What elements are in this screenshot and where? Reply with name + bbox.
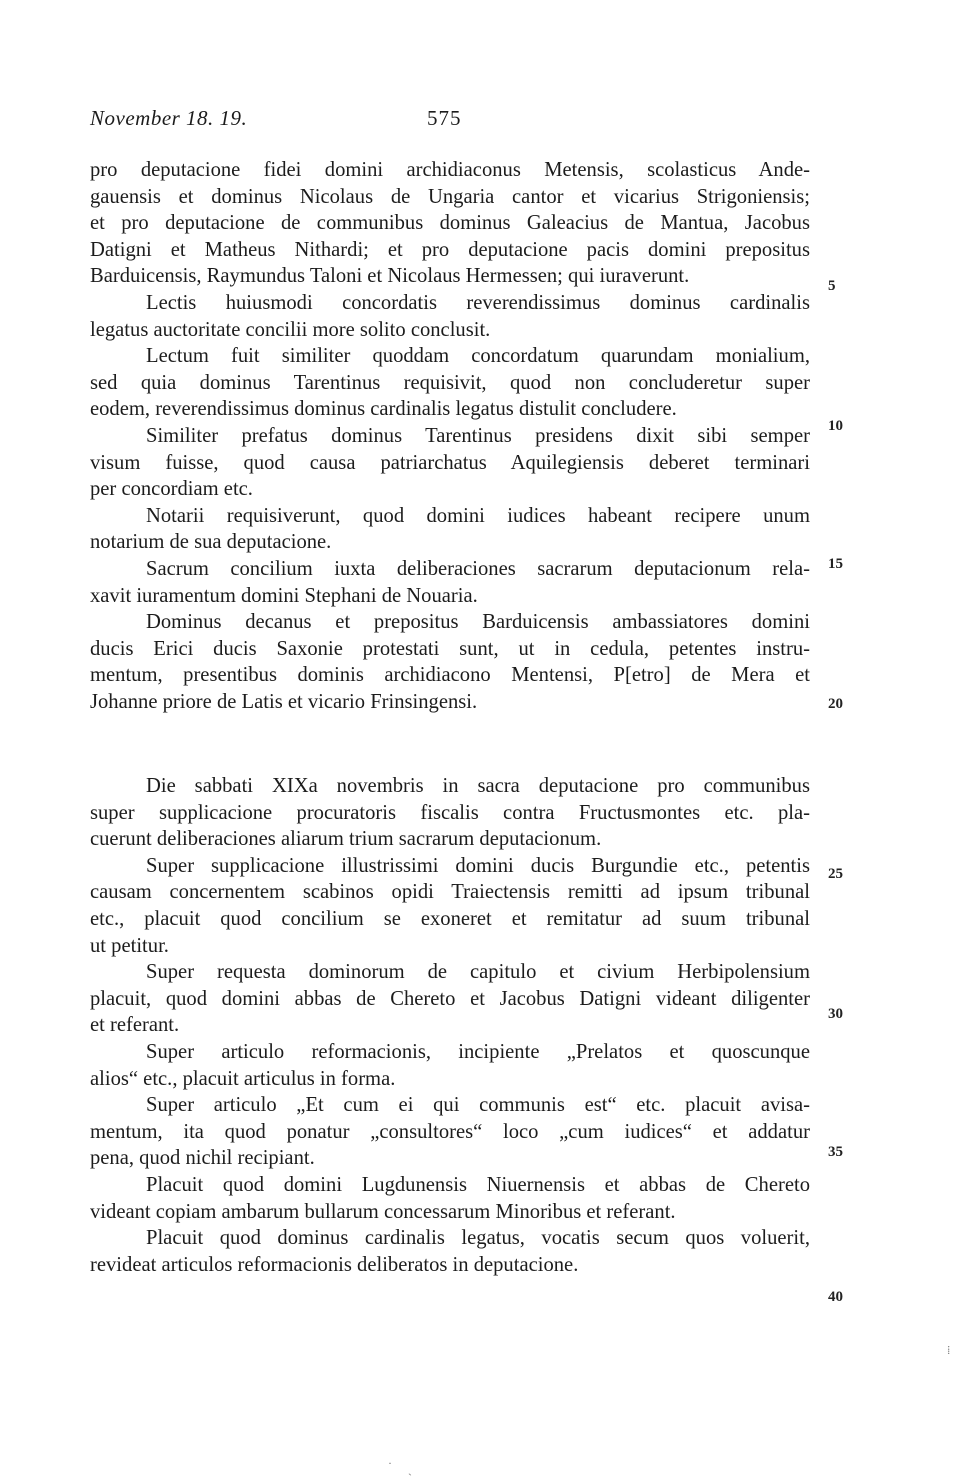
text-line: revideat articulos reformacionis deliberatos in deputacione.: [90, 1253, 579, 1276]
text-line: legatus auctoritate concilii more solito conclusit.: [90, 318, 491, 341]
text-line: xavit iuramentum domini Stephani de Nouaria.: [90, 584, 478, 607]
scan-mark: ·: [388, 1456, 392, 1470]
line-number: 5: [828, 278, 836, 294]
text-line: cuerunt deliberaciones aliarum trium sacrarum deputacionum.: [90, 828, 602, 851]
text-line: Super articulo reformacionis, incipiente „Prelatos et quoscunque: [146, 1040, 810, 1063]
page-header: [90, 106, 810, 136]
text-line: Super supplicacione illustrissimi domini ducis Burgundie etc., petentis: [146, 854, 810, 877]
text-line: Die sabbati XIXa novembris in sacra deputacione pro communibus: [146, 775, 810, 797]
line-number: 20: [828, 696, 843, 712]
line-number: 10: [828, 418, 843, 434]
text-line: Barduicensis, Raymundus Taloni et Nicolaus Hermessen; qui iuraverunt.: [90, 265, 690, 288]
text-line: Notarii requisiverunt, quod domini iudices habeant recipere unum: [146, 504, 810, 527]
scan-mark: ⁞: [947, 1343, 951, 1357]
text-line: Datigni et Matheus Nithardi; et pro deputacione pacis domini prepositus: [90, 238, 810, 261]
text-line: notarium de sua deputacione.: [90, 531, 332, 554]
text-line: et referant.: [90, 1014, 180, 1037]
text-line: gauensis et dominus Nicolaus de Ungaria cantor et vicarius Strigoniensis;: [90, 185, 810, 208]
text-line: Johanne priore de Latis et vicario Frinsingensi.: [90, 690, 478, 713]
text-line: pena, quod nichil recipiant.: [90, 1147, 315, 1170]
line-number: 35: [828, 1144, 843, 1160]
line-number: 30: [828, 1006, 843, 1022]
text-line: Lectum fuit similiter quoddam concordatum quarundam monialium,: [146, 345, 810, 368]
text-line: causam concernentem scabinos opidi Traiectensis remitti ad ipsum tribunal: [90, 881, 810, 904]
page-number: 575: [427, 106, 462, 130]
text-line: placuit, quod domini abbas de Chereto et Jacobus Datigni videant diligenter: [90, 987, 810, 1010]
text-line: etc., placuit quod concilium se exoneret et remitatur ad suum tribunal: [90, 907, 810, 930]
text-line: Lectis huiusmodi concordatis reverendissimus dominus cardinalis: [146, 291, 810, 314]
running-head: November 18. 19.: [90, 106, 248, 130]
text-line: Similiter prefatus dominus Tarentinus presidens dixit sibi semper: [146, 424, 810, 447]
scan-mark: ˏ: [408, 1462, 412, 1476]
text-line: Placuit quod domini Lugdunensis Niuernensis et abbas de Chereto: [146, 1173, 810, 1196]
text-line: Placuit quod dominus cardinalis legatus, vocatis secum quos voluerit,: [146, 1227, 810, 1250]
text-line: videant copiam ambarum bullarum concessarum Minoribus et referant.: [90, 1200, 676, 1223]
text-line: ducis Erici ducis Saxonie protestati sunt, ut in cedula, petentes instru-: [90, 637, 810, 660]
text-line: Dominus decanus et prepositus Barduicensis ambassiatores domini: [146, 611, 810, 634]
text-line: Super requesta dominorum de capitulo et civium Herbipolensium: [146, 961, 810, 984]
text-line: super supplicacione procuratoris fiscalis contra Fructusmontes etc. pla-: [90, 801, 810, 824]
text-line: pro deputacione fidei domini archidiaconus Metensis, scolasticus Ande-: [90, 159, 810, 181]
line-number: 15: [828, 556, 843, 572]
text-line: alios“ etc., placuit articulus in forma.: [90, 1067, 396, 1090]
text-block-2: [90, 773, 810, 1278]
text-line: sed quia dominus Tarentinus requisivit, quod non concluderetur super: [90, 371, 810, 394]
text-line: mentum, ita quod ponatur „consultores“ loco „cum iudices“ et addatur: [90, 1120, 810, 1143]
text-line: visum fuisse, quod causa patriarchatus Aquilegiensis deberet terminari: [90, 451, 810, 474]
text-line: eodem, reverendissimus dominus cardinalis legatus distulit concludere.: [90, 398, 677, 421]
text-line: mentum, presentibus dominis archidiacono Mentensi, P[etro] de Mera et: [90, 664, 810, 687]
text-line: Sacrum concilium iuxta deliberaciones sacrarum deputacionum rela-: [146, 557, 810, 580]
line-number: 40: [828, 1289, 843, 1305]
line-number: 25: [828, 866, 843, 882]
text-block-1: [90, 157, 810, 715]
text-line: Super articulo „Et cum ei qui communis est“ etc. placuit avisa-: [146, 1094, 810, 1117]
text-line: ut petitur.: [90, 934, 169, 957]
text-line: per concordiam etc.: [90, 478, 253, 501]
text-line: et pro deputacione de communibus dominus Galeacius de Mantua, Jacobus: [90, 212, 810, 235]
